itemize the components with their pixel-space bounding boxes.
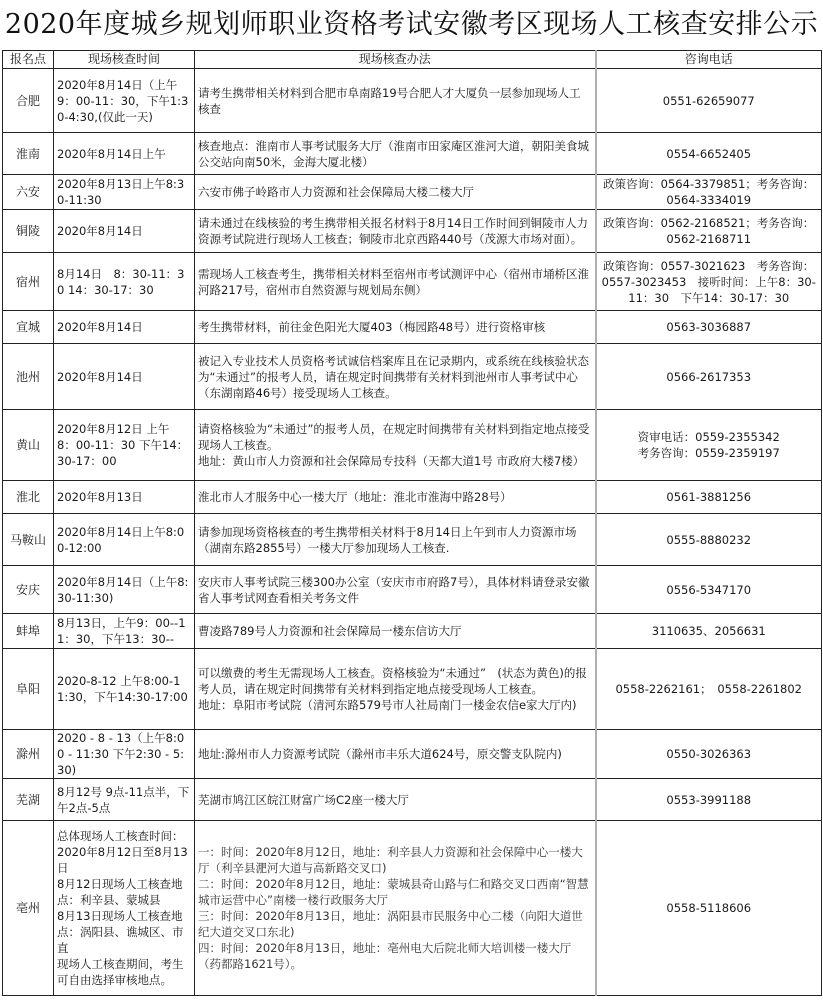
time-cell: 2020年8月14日（上午8:30-11:30) bbox=[54, 566, 195, 614]
schedule-table bbox=[2, 50, 822, 996]
city-cell: 铜陵 bbox=[3, 210, 54, 253]
time-line: 总体现场人工核查时间： bbox=[57, 829, 184, 843]
city-cell: 马鞍山 bbox=[3, 514, 54, 566]
method-line: 地址：阜阳市考试院（清河东路579号市人社局南门一楼金农信e家大厅内) bbox=[198, 698, 577, 712]
method-cell: 曹凌路789号人力资源和社会保障局一楼东信访大厅 bbox=[195, 614, 596, 649]
table-row bbox=[3, 566, 822, 614]
table-row bbox=[3, 344, 822, 410]
city-cell: 亳州 bbox=[3, 821, 54, 996]
time-line: 8月13日现场人工核查地点：涡阳县、谯城区、市直 bbox=[57, 909, 184, 955]
phone-cell bbox=[596, 210, 822, 253]
time-cell: 2020年8月13日上午8:30-11:30 bbox=[54, 175, 195, 210]
table-row bbox=[3, 311, 822, 344]
method-cell: 芜湖市鸠江区皖江财富广场C2座一楼大厅 bbox=[195, 779, 596, 821]
time-line: 2020年8月12日至8月13日 bbox=[57, 845, 188, 875]
table-row bbox=[3, 821, 822, 996]
table-row bbox=[3, 481, 822, 514]
phone-cell bbox=[596, 311, 822, 344]
phone-number: 3110635、2056631 bbox=[651, 624, 766, 638]
table-row bbox=[3, 649, 822, 730]
city-cell: 六安 bbox=[3, 175, 54, 210]
city-cell: 蚌埠 bbox=[3, 614, 54, 649]
city-cell: 宣城 bbox=[3, 311, 54, 344]
table-row bbox=[3, 210, 822, 253]
phone-line: 11：30 下午14：30-17：30 bbox=[628, 290, 790, 305]
table-row bbox=[3, 253, 822, 311]
city-cell: 安庆 bbox=[3, 566, 54, 614]
page-title: 2020年度城乡规划师职业资格考试安徽考区现场人工核查安排公示 bbox=[4, 9, 819, 40]
phone-line: 0557-3023453 接听时间：上午8：30- bbox=[601, 274, 816, 289]
method-cell: 请考生携带相关材料到合肥市阜南路19号合肥人才大厦负一层参加现场人工核查 bbox=[195, 69, 596, 133]
phone-line: 政策咨询：0557-3021623 考务咨询： bbox=[603, 258, 815, 273]
phone-line: 政策咨询：0562-2168521；考务咨询： bbox=[603, 216, 815, 230]
time-line: 现场人工核查期间，考生可自由选择审核地点。 bbox=[57, 957, 184, 987]
city-cell: 池州 bbox=[3, 344, 54, 410]
time-cell: 2020年8月14日 bbox=[54, 210, 195, 253]
phone-number: 0558-5118606 bbox=[666, 901, 752, 915]
method-cell: 淮北市人才服务中心一楼大厅（地址：淮北市淮海中路28号） bbox=[195, 481, 596, 514]
phone-number: 0553-3991188 bbox=[666, 792, 752, 807]
method-cell: 核查地点：淮南市人事考试服务大厅（淮南市田家庵区淮河大道，朝阳美食城公交站向南50米，金海大厦北楼） bbox=[195, 133, 596, 175]
time-cell: 2020 - 8 - 13（上午8:00 - 11:30 下午2:30 - 5:30) bbox=[54, 730, 195, 779]
method-line: 可以缴费的考生无需现场人工核查。资格核验为“未通过” (状态为黄色)的报考人员，请在规定时间携带有关材料到指定地点接受现场人工核查。 bbox=[198, 666, 587, 696]
method-cell bbox=[195, 821, 596, 996]
time-cell: 8月14日 8：30-11：30 14：30-17：30 bbox=[54, 253, 195, 311]
city-cell: 黄山 bbox=[3, 410, 54, 481]
method-line: 一：时间：2020年8月12日，地址：利辛县人力资源和社会保障中心一楼大厅（利辛县淝河大道与高新路交叉口) bbox=[198, 845, 583, 875]
time-line: 8月12日现场人工核查地点：利辛县、蒙城县 bbox=[57, 877, 183, 907]
method-cell: 请参加现场资格核查的考生携带相关材料于8月14日上午到市人力资源市场（湖南东路2855号）一楼大厅参加现场人工核查. bbox=[195, 514, 596, 566]
time-cell bbox=[54, 821, 195, 996]
city-cell: 芜湖 bbox=[3, 779, 54, 821]
method-line: 二：时间：2020年8月12日，地址：蒙城县奇山路与仁和路交叉口西南“智慧城市运营中心”南楼一楼行政服务大厅 bbox=[198, 877, 589, 907]
phone-cell bbox=[596, 481, 822, 514]
city-cell: 滁州 bbox=[3, 730, 54, 779]
time-cell: 2020年8月14日（上午9：00-11：30，下午1:30-4:30,(仅此一天) bbox=[54, 69, 195, 133]
time-cell: 2020年8月13日 bbox=[54, 481, 195, 514]
time-cell: 2020年8月14日 bbox=[54, 311, 195, 344]
phone-cell bbox=[596, 410, 822, 481]
phone-number: 0561-3881256 bbox=[666, 490, 752, 504]
time-cell: 8月13日，上午9：00--11：30，下午13：30-- bbox=[54, 614, 195, 649]
city-cell: 合肥 bbox=[3, 69, 54, 133]
city-cell: 阜阳 bbox=[3, 649, 54, 730]
phone-line: 政策咨询：0564-3379851；考务咨询： bbox=[603, 177, 815, 191]
phone-cell bbox=[596, 779, 822, 821]
phone-line: 0562-2168711 bbox=[666, 232, 752, 246]
time-cell: 2020年8月14日上午8:00-12:00 bbox=[54, 514, 195, 566]
phone-cell bbox=[596, 344, 822, 410]
phone-line: 考务咨询：0559-2359197 bbox=[637, 446, 780, 460]
phone-cell bbox=[596, 69, 822, 133]
time-cell: 2020-8-12 上午8:00-11:30，下午14:30-17:00 bbox=[54, 649, 195, 730]
phone-cell bbox=[596, 566, 822, 614]
header-phone: 咨询电话 bbox=[596, 51, 822, 69]
table-row bbox=[3, 69, 822, 133]
phone-cell bbox=[596, 514, 822, 566]
time-cell: 2020年8月12日 上午 8：00-11：30 下午14：30-17：00 bbox=[54, 410, 195, 481]
time-cell: 8月12号 9点-11点半，下午2点-5点 bbox=[54, 779, 195, 821]
method-line: 四：时间：2020年8月13日，地址：亳州电大后院北师大培训楼一楼大厅（药都路1621号）。 bbox=[198, 941, 572, 971]
header-method: 现场核查办法 bbox=[195, 51, 596, 69]
phone-line: 资审电话：0559-2355342 bbox=[637, 430, 780, 444]
phone-number: 0555-8880232 bbox=[666, 532, 752, 547]
phone-cell bbox=[596, 133, 822, 175]
header-time: 现场核查时间 bbox=[54, 51, 195, 69]
phone-number: 0566-2617353 bbox=[666, 369, 752, 384]
method-cell: 考生携带材料，前往金色阳光大厦403（梅园路48号）进行资格审核 bbox=[195, 311, 596, 344]
table-row bbox=[3, 175, 822, 210]
table-row bbox=[3, 779, 822, 821]
phone-cell bbox=[596, 649, 822, 730]
method-line: 请资格核验为“未通过”的报考人员，在规定时间携带有关材料到指定地点接受现场人工核查。 bbox=[198, 422, 590, 452]
method-cell: 被记入专业技术人员资格考试诚信档案库且在记录期内，或系统在线核验状态为“未通过”的报考人员，请在规定时间携带有关材料到池州市人事考试中心（东湖南路46号）接受现场人工核查。 bbox=[195, 344, 596, 410]
method-cell: 六安市佛子岭路市人力资源和社会保障局大楼二楼大厅 bbox=[195, 175, 596, 210]
method-cell bbox=[195, 649, 596, 730]
header-city: 报名点 bbox=[3, 51, 54, 69]
table-row bbox=[3, 514, 822, 566]
table-row bbox=[3, 410, 822, 481]
header-row bbox=[3, 51, 822, 69]
table-row bbox=[3, 730, 822, 779]
phone-cell bbox=[596, 730, 822, 779]
method-cell: 需现场人工核查考生，携带相关材料至宿州市考试测评中心（宿州市埇桥区淮河路217号，宿州市自然资源与规划局东侧） bbox=[195, 253, 596, 311]
time-cell: 2020年8月14日上午 bbox=[54, 133, 195, 175]
phone-number: 0563-3036887 bbox=[666, 320, 752, 334]
method-cell bbox=[195, 410, 596, 481]
time-cell: 2020年8月14日 bbox=[54, 344, 195, 410]
method-line: 地址：黄山市人力资源和社会保障局专技科（天都大道1号 市政府大楼7楼） bbox=[198, 454, 585, 468]
method-cell: 请未通过在线核验的考生携带相关报名材料于8月14日工作时间到铜陵市人力资源考试院进行现场人工核查；铜陵市北京西路440号（茂源大市场对面）。 bbox=[195, 210, 596, 253]
method-line: 三：时间：2020年8月13日，地址：涡阳县市民服务中心二楼（向阳大道世纪大道交叉口东北) bbox=[198, 909, 583, 939]
phone-number: 0558-2262161； 0558-2261802 bbox=[615, 682, 802, 696]
table-row bbox=[3, 614, 822, 649]
phone-cell bbox=[596, 175, 822, 210]
phone-cell bbox=[596, 614, 822, 649]
method-cell: 地址:滁州市人力资源考试院（滁州市丰乐大道624号，原交警支队院内) bbox=[195, 730, 596, 779]
table-row bbox=[3, 133, 822, 175]
city-cell: 宿州 bbox=[3, 253, 54, 311]
phone-line: 0564-3334019 bbox=[666, 193, 752, 207]
method-cell: 安庆市人事考试院三楼300办公室（安庆市市府路7号），具体材料请登录安徽省人事考试网查看相关考务文件 bbox=[195, 566, 596, 614]
phone-number: 0551-62659077 bbox=[662, 93, 755, 108]
phone-number: 0550-3026363 bbox=[666, 747, 752, 761]
phone-number: 0556-5347170 bbox=[666, 582, 752, 597]
city-cell: 淮南 bbox=[3, 133, 54, 175]
phone-cell bbox=[596, 821, 822, 996]
phone-cell bbox=[596, 253, 822, 311]
phone-number: 0554-6652405 bbox=[666, 146, 752, 161]
city-cell: 淮北 bbox=[3, 481, 54, 514]
